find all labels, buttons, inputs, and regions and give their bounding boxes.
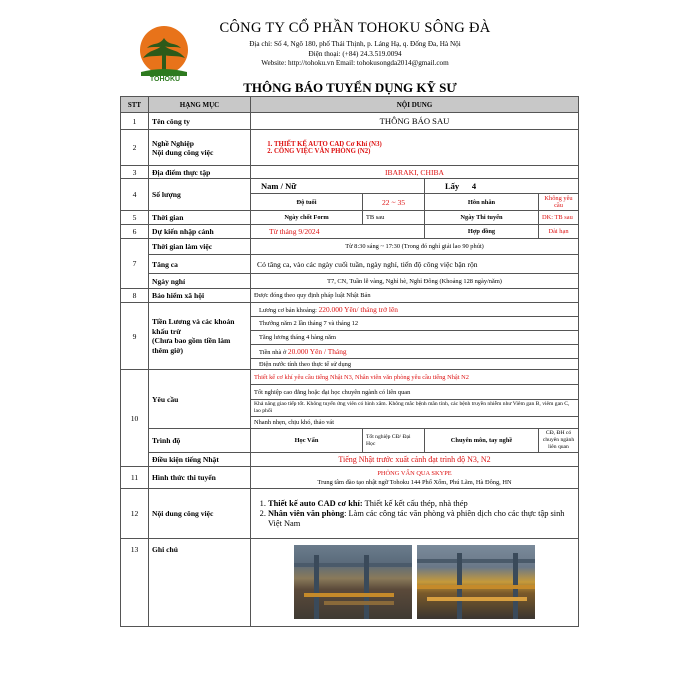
exam-location-value: Trung tâm đào tạo nhật ngữ Tohoku 144 Phố Xốm, Phú Lãm, Hà Đông, HN xyxy=(317,478,512,486)
utility-value: Điện nước tính theo thực tế sử dụng xyxy=(251,359,579,370)
take-cell: Lấy 4 xyxy=(425,179,579,194)
company-name: CÔNG TY CỔ PHẦN TOHOKU SÔNG ĐÀ xyxy=(219,20,491,36)
row-label: Hình thức thi tuyển xyxy=(149,467,251,489)
insurance-value: Được đóng theo quy định pháp luật Nhật Bản xyxy=(251,289,579,303)
education-label: Học Vấn xyxy=(251,429,363,453)
contract-value: Dài hạn xyxy=(539,225,579,239)
form-date-value: TB sau xyxy=(363,211,425,225)
row-label: Bảo hiểm xã hội xyxy=(149,289,251,303)
location-value: IBARAKI, CHIBA xyxy=(251,166,579,179)
header-stt: STT xyxy=(121,97,149,113)
company-phone: Điện thoại: (+84) 24.3.519.0094 xyxy=(308,49,402,58)
exam-method-value: PHỎNG VẤN QUA SKYPE xyxy=(377,469,452,477)
table-row xyxy=(121,289,579,303)
row-label: Thời gian xyxy=(149,211,251,225)
requirement-item: Khả năng giao tiếp tốt. Không tuyển ứng viên có hình xăm. Không mắc bệnh mãn tính, các bệnh truyền nhiễm như Viêm gan B, viêm gan C, lao phổi xyxy=(251,400,579,417)
row-number: 10 xyxy=(121,370,149,467)
table-row xyxy=(121,166,579,179)
row-number: 12 xyxy=(121,489,149,539)
company-name-value: THÔNG BÁO SAU xyxy=(251,113,579,130)
row-label: Nghề Nghiệp Nội dung công việc xyxy=(149,130,251,166)
row-label: Tên công ty xyxy=(149,113,251,130)
rent-cell: Tiền nhà ở 20.000 Yên / Tháng xyxy=(251,345,579,359)
row-label: Tiền Lương và các khoản khấu trừ (Chưa bao gồm tiền làm thêm giờ) xyxy=(149,303,251,370)
married-label: Hôn nhân xyxy=(425,194,539,211)
company-logo xyxy=(133,22,195,84)
factory-photo xyxy=(294,545,412,619)
gender-label: Nam / Nữ xyxy=(251,179,425,194)
table-row xyxy=(121,113,579,130)
job-content-item: 1. Thiết kế auto CAD cơ khí: Thiết kế kết cấu thép, nhà thép xyxy=(268,499,575,509)
row-number: 5 xyxy=(121,211,149,225)
table-header-row xyxy=(121,97,579,113)
education-value: Tốt nghiệp CĐ/ Đại Học xyxy=(363,429,425,453)
entry-date-value: Từ tháng 9/2024 xyxy=(251,225,425,239)
row-label: Thời gian làm việc xyxy=(149,239,251,255)
row-number: 1 xyxy=(121,113,149,130)
raise-value: Tăng lương tháng 4 hàng năm xyxy=(251,331,579,345)
table-row xyxy=(121,225,579,239)
row-label: Trình độ xyxy=(149,429,251,453)
table-row xyxy=(121,370,579,385)
row-label: Yêu cầu xyxy=(149,370,251,429)
photos-cell xyxy=(251,539,579,627)
japanese-level-value: Tiếng Nhật trước xuất cảnh đạt trình độ N3, N2 xyxy=(251,453,579,467)
contract-label: Hợp đồng xyxy=(425,225,539,239)
company-contact xyxy=(200,40,510,69)
row-label: Địa điểm thực tập xyxy=(149,166,251,179)
logo-text: TOHOKU xyxy=(149,76,181,83)
row-label: Dự kiến nhập cảnh xyxy=(149,225,251,239)
requirement-item: Nhanh nhẹn, chịu khó, thảo vát xyxy=(251,417,579,429)
table-row xyxy=(121,179,579,194)
table-row xyxy=(121,239,579,255)
job-item: 1. THIẾT KẾ AUTO CAD Cơ Khí (N3) xyxy=(274,141,575,148)
row-number: 8 xyxy=(121,289,149,303)
exam-date-value: DK: TB sau xyxy=(539,211,579,225)
document-title: THÔNG BÁO TUYỂN DỤNG KỸ SƯ xyxy=(243,80,457,95)
major-value: CĐ, ĐH có chuyên ngành liên quan xyxy=(539,429,579,453)
factory-photo xyxy=(417,545,535,619)
table-row xyxy=(121,255,579,274)
recruitment-table xyxy=(120,96,579,627)
company-web-email: Website: http://tohoku.vn Email: tohokusongda2014@gmail.com xyxy=(261,59,449,68)
header-content: NỘI DUNG xyxy=(251,97,579,113)
exam-method-cell xyxy=(251,467,579,489)
requirement-item: Thiết kế cơ khí yêu cầu tiếng Nhật N3, Nhân viên văn phòng yêu cầu tiếng Nhật N2 xyxy=(251,370,579,385)
row-number: 2 xyxy=(121,130,149,166)
bonus-value: Thưởng năm 2 lần tháng 7 và tháng 12 xyxy=(251,317,579,331)
row-number: 6 xyxy=(121,225,149,239)
row-label: Ngày nghỉ xyxy=(149,274,251,289)
table-row xyxy=(121,211,579,225)
job-content-cell xyxy=(251,489,579,539)
company-address: Địa chỉ: Số 4, Ngõ 180, phố Thái Thịnh, p. Láng Hạ, q. Đống Đa, Hà Nội xyxy=(249,40,461,48)
age-value: 22 ~ 35 xyxy=(363,194,425,211)
major-label: Chuyên môn, tay nghề xyxy=(425,429,539,453)
table-row xyxy=(121,489,579,539)
form-date-label: Ngày chốt Form xyxy=(251,211,363,225)
table-row xyxy=(121,429,579,453)
row-number: 11 xyxy=(121,467,149,489)
age-label: Độ tuổi xyxy=(251,194,363,211)
row-label: Ghi chú xyxy=(149,539,251,627)
table-row xyxy=(121,303,579,317)
row-number: 9 xyxy=(121,303,149,370)
table-row xyxy=(121,130,579,166)
overtime-value: Có tăng ca, vào các ngày cuối tuần, ngày nghỉ, tiến độ công việc bận rộn xyxy=(251,255,579,274)
married-value: Không yêu cầu xyxy=(539,194,579,211)
row-number: 7 xyxy=(121,239,149,289)
row-label: Nội dung công việc xyxy=(149,489,251,539)
exam-date-label: Ngày Thi tuyển xyxy=(425,211,539,225)
job-item: 2. CÔNG VIỆC VĂN PHÒNG (N2) xyxy=(274,148,575,155)
table-row xyxy=(121,453,579,467)
job-content-item: 2. Nhân viên văn phòng: Làm các công tác văn phòng và phiên dịch cho các thực tập sinh Việt Nam xyxy=(268,509,575,529)
row-label: Điều kiện tiếng Nhật xyxy=(149,453,251,467)
row-label: Số lượng xyxy=(149,179,251,211)
row-number: 3 xyxy=(121,166,149,179)
requirement-item: Tốt nghiệp cao đẳng hoặc đại học chuyên ngành có liên quan xyxy=(251,385,579,400)
row-number: 4 xyxy=(121,179,149,211)
row-label: Tăng ca xyxy=(149,255,251,274)
job-list xyxy=(251,130,579,166)
hours-value: Từ 8:30 sáng ~ 17:30 (Trong đó nghỉ giải lao 90 phút) xyxy=(251,239,579,255)
days-off-value: T7, CN, Tuần lễ vàng, Nghỉ hè, Nghỉ Đông (Khoảng 128 ngày/năm) xyxy=(251,274,579,289)
row-number: 13 xyxy=(121,539,149,627)
table-row xyxy=(121,467,579,489)
table-row xyxy=(121,539,579,627)
table-row xyxy=(121,274,579,289)
header-item: HẠNG MỤC xyxy=(149,97,251,113)
salary-cell: Lương cơ bản khoảng: 220.000 Yên/ tháng trở lên xyxy=(251,303,579,317)
